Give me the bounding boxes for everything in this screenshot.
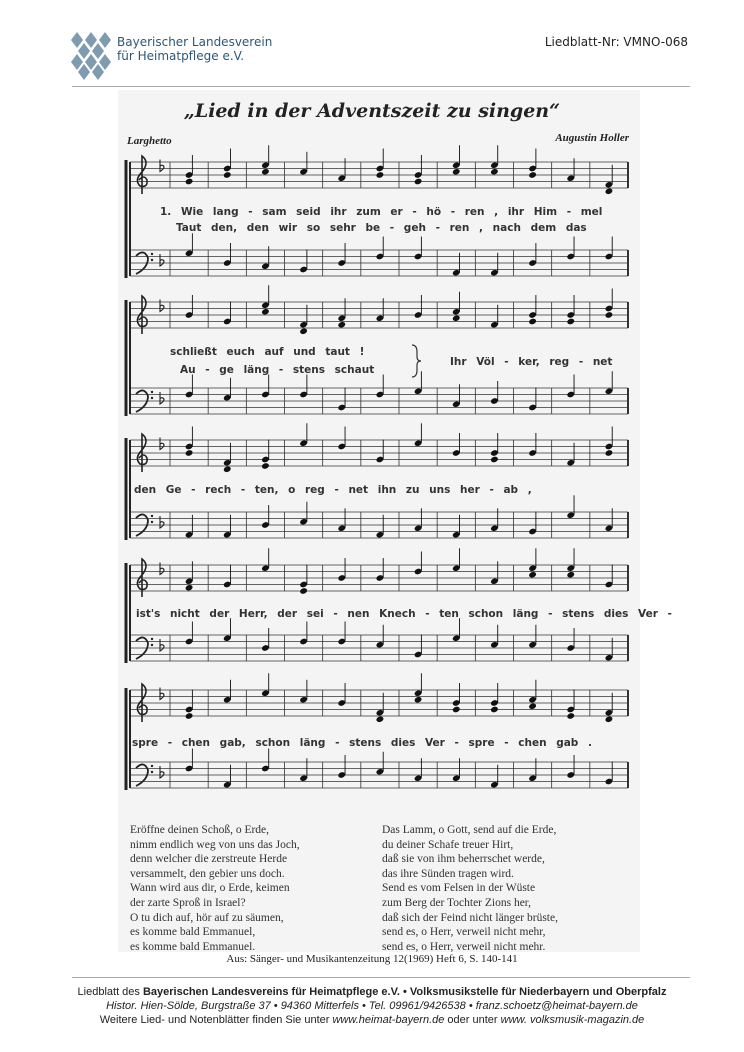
lyrics-system-1-line-1: 1. Wie lang - sam seid ihr zum er - hö - ren , ihr Him - mel: [160, 206, 603, 218]
bass-clef-dot: [151, 638, 153, 640]
footer-more-text: Weitere Lied- und Notenblätter finden Sie unter: [99, 1014, 333, 1026]
note-head: [566, 571, 575, 579]
flat-icon: [160, 392, 164, 404]
sheet-number: Liedblatt-Nr: VMNO-068: [544, 35, 688, 49]
note-head: [223, 465, 232, 473]
lyrics-system-3: den Ge - rech - ten, o reg - net ihn zu uns her - ab ,: [134, 484, 532, 496]
note-head: [261, 462, 270, 470]
flat-icon: [160, 254, 164, 266]
flat-icon: [160, 639, 164, 651]
note-head: [528, 318, 537, 326]
verse-left: [130, 823, 300, 954]
note-head: [376, 171, 385, 179]
lyrics-system-2-line-3: Ihr Völ - ker, reg - net: [450, 356, 613, 368]
lyrics-system-2-line-1: schließt euch auf und taut !: [170, 346, 365, 358]
note-head: [452, 706, 461, 714]
note-head: [490, 706, 499, 714]
verse-line: du deiner Schafe treuer Hirt,: [382, 838, 514, 851]
bass-clef-dot: [151, 515, 153, 517]
composer: Augustin Holler: [555, 132, 629, 144]
verse-line: send es, o Herr, verweil nicht mehr.: [382, 940, 546, 953]
note-head: [223, 171, 232, 179]
note-head: [185, 449, 194, 457]
footer-or-text: oder unter: [444, 1014, 501, 1026]
note-head: [528, 571, 537, 579]
note-head: [490, 168, 499, 176]
verse-line: daß sich der Feind nicht länger brüste,: [382, 911, 558, 924]
lyrics-system-1-line-2: Taut den, den wir so sehr be - geh - ren , nach dem das: [176, 222, 587, 234]
verse-line: Wann wird aus dir, o Erde, keimen: [130, 882, 290, 895]
note-head: [605, 311, 614, 319]
note-head: [185, 178, 194, 186]
footer-prefix: Liedblatt des: [77, 986, 143, 998]
bass-clef-dot: [151, 253, 153, 255]
bass-clef-dot: [151, 644, 153, 646]
verse-line: das ihre Sünden tragen wird.: [382, 867, 514, 880]
org-line-1: Bayerischer Landesverein: [117, 35, 273, 49]
flat-icon: [160, 516, 164, 528]
verse-line: daß sie von ihm beherrschet werde,: [382, 853, 545, 866]
footer-divider: [72, 977, 690, 978]
note-head: [452, 314, 461, 322]
verse-line: der zarte Sproß in Israel?: [130, 896, 246, 909]
flat-icon: [160, 300, 164, 312]
note-head: [185, 712, 194, 720]
note-head: [490, 456, 499, 464]
footer-line-1: [0, 985, 744, 999]
verse-line: zum Berg der Tochter Zions her,: [382, 896, 532, 909]
note-head: [299, 587, 308, 595]
note-head: [605, 449, 614, 457]
flat-icon: [160, 160, 164, 172]
song-title: „Lied in der Adventszeit zu singen“: [183, 100, 561, 122]
verse-line: O tu dich auf, hör auf zu säumen,: [130, 911, 284, 924]
flat-icon: [160, 766, 164, 778]
bass-clef-dot: [151, 397, 153, 399]
note-head: [528, 171, 537, 179]
verse-line: es komme bald Emmanuel,: [130, 926, 256, 939]
bass-clef-dot: [151, 771, 153, 773]
flat-icon: [160, 688, 164, 700]
note-head: [605, 715, 614, 723]
note-head: [452, 168, 461, 176]
lyrics-brace-icon: [410, 344, 422, 378]
lyrics-system-5: spre - chen gab, schon läng - stens dies Ver - spre - chen gab .: [132, 737, 592, 749]
note-head: [566, 318, 575, 326]
note-head: [261, 308, 270, 316]
tempo-marking: Larghetto: [127, 135, 172, 147]
verse-line: nimm endlich weg von uns das Joch,: [130, 838, 300, 851]
verse-line: Das Lamm, o Gott, send auf die Erde,: [382, 824, 557, 836]
bass-clef-dot: [151, 765, 153, 767]
lyrics-system-2-line-2: Au - ge läng - stens schaut: [180, 364, 375, 376]
link-volksmusik-magazin[interactable]: www. volksmusik-magazin.de: [500, 1014, 645, 1026]
verse-line: Send es vom Felsen in der Wüste: [382, 882, 536, 895]
verse-line: send es, o Herr, verweil nicht mehr,: [382, 926, 546, 939]
verse-line: Eröffne deinen Schoß, o Erde,: [130, 824, 270, 836]
footer-line-3: [0, 1013, 744, 1027]
note-head: [414, 178, 423, 186]
note-head: [299, 327, 308, 335]
note-head: [528, 702, 537, 710]
link-heimat-bayern[interactable]: www.heimat-bayern.de: [332, 1014, 445, 1026]
footer-organization: Bayerischen Landesvereins für Heimatpflege e.V. • Volksmusikstelle für Niederbayern und Oberpfalz: [142, 986, 667, 998]
flat-icon: [160, 438, 164, 450]
note-head: [337, 321, 346, 329]
bass-clef-dot: [151, 259, 153, 261]
flat-icon: [160, 563, 164, 575]
verse-line: denn welcher die zerstreute Herde: [130, 853, 288, 866]
source-citation: Aus: Sänger- und Musikantenzeitung 12(1969) Heft 6, S. 140-141: [226, 953, 518, 965]
note-head: [376, 715, 385, 723]
footer-address: Histor. Hien-Sölde, Burgstraße 37 • 94360 Mitterfels • Tel. 09961/9426538 • franz.schoetz@heimat-bayern.de: [106, 1000, 638, 1012]
verse-line: es komme bald Emmanuel.: [130, 940, 256, 953]
bass-clef-dot: [151, 521, 153, 523]
note-head: [414, 696, 423, 704]
org-line-2: für Heimatpflege e.V.: [117, 49, 245, 63]
verse-line: versammelt, den gebier uns doch.: [130, 867, 285, 880]
lyrics-system-4: ist's nicht der Herr, der sei - nen Knech - ten schon läng - stens dies Ver -: [136, 608, 672, 620]
note-head: [605, 187, 614, 195]
note-head: [566, 712, 575, 720]
verse-right: [382, 823, 558, 954]
note-head: [261, 168, 270, 176]
bass-clef-dot: [151, 391, 153, 393]
note-head: [185, 584, 194, 592]
